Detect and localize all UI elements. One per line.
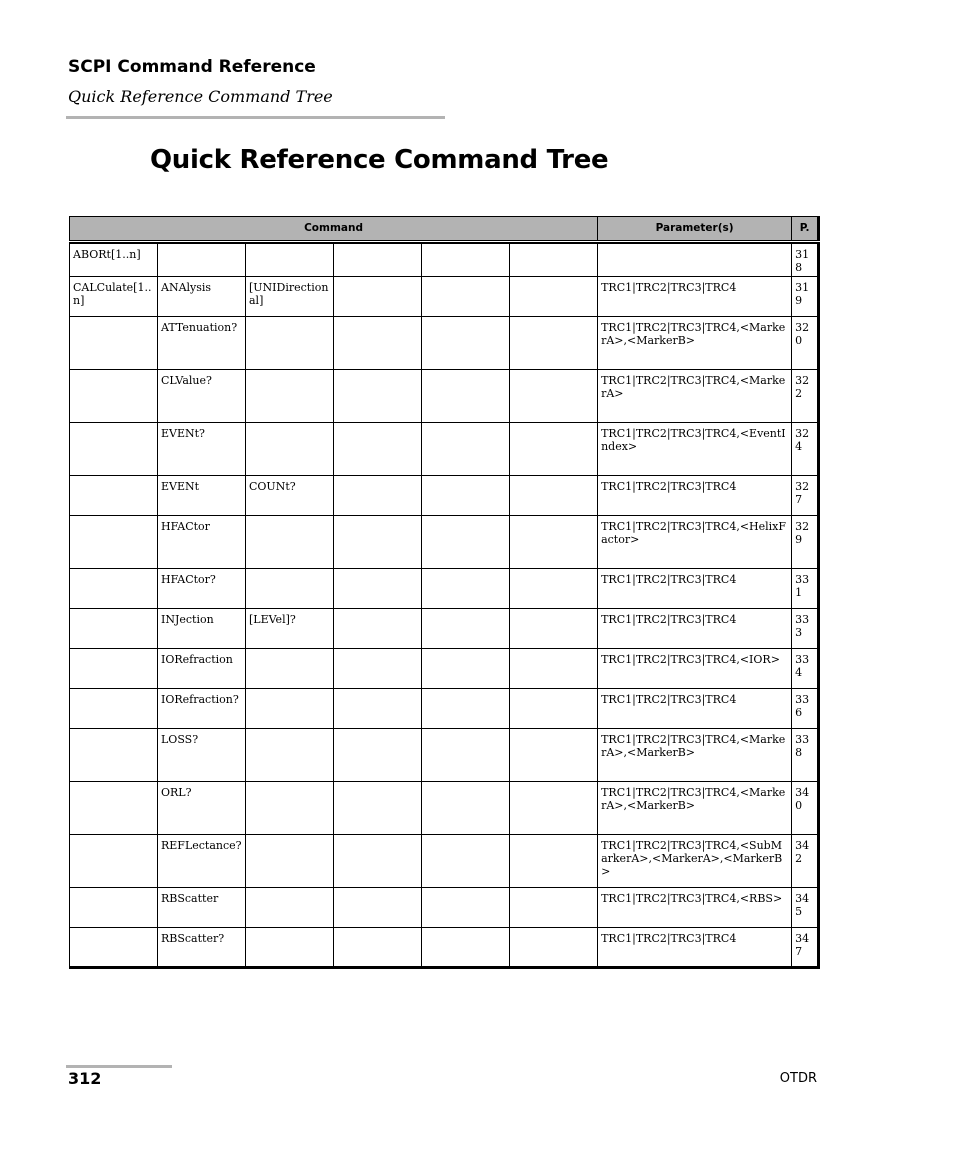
table-row — [70, 476, 819, 516]
command-level-2: ORL? — [158, 782, 246, 835]
command-level-1: ABORt[1..n] — [70, 244, 158, 277]
parameters-cell — [598, 244, 792, 277]
page-ref-cell: 331 — [792, 569, 819, 609]
page-ref-cell: 342 — [792, 835, 819, 888]
command-level-5 — [422, 476, 510, 516]
command-level-2: HFACtor — [158, 516, 246, 569]
table-row — [70, 609, 819, 649]
page-ref-cell: 345 — [792, 888, 819, 928]
page-ref-cell: 333 — [792, 609, 819, 649]
command-level-1 — [70, 782, 158, 835]
parameters-cell: TRC1|TRC2|TRC3|TRC4 — [598, 689, 792, 729]
command-level-2: LOSS? — [158, 729, 246, 782]
parameters-cell: TRC1|TRC2|TRC3|TRC4,<EventIndex> — [598, 423, 792, 476]
page-ref-cell: 347 — [792, 928, 819, 968]
table-row — [70, 888, 819, 928]
command-level-1 — [70, 317, 158, 370]
parameters-cell: TRC1|TRC2|TRC3|TRC4 — [598, 928, 792, 968]
command-level-3 — [246, 423, 334, 476]
page-ref-cell: 319 — [792, 277, 819, 317]
command-level-3 — [246, 569, 334, 609]
table-row — [70, 423, 819, 476]
command-level-3 — [246, 370, 334, 423]
command-level-6 — [510, 277, 598, 317]
command-level-3: [LEVel]? — [246, 609, 334, 649]
command-level-4 — [334, 609, 422, 649]
command-level-2: RBScatter? — [158, 928, 246, 968]
command-level-1 — [70, 689, 158, 729]
command-level-4 — [334, 516, 422, 569]
command-level-3 — [246, 729, 334, 782]
parameters-cell: TRC1|TRC2|TRC3|TRC4,<RBS> — [598, 888, 792, 928]
command-level-2: INJection — [158, 609, 246, 649]
document-name: OTDR — [779, 1071, 817, 1086]
command-level-6 — [510, 423, 598, 476]
command-tree-table — [69, 216, 820, 969]
table-body — [70, 244, 819, 968]
table-row — [70, 689, 819, 729]
header-parameters: Parameter(s) — [598, 217, 792, 242]
page-ref-cell: 336 — [792, 689, 819, 729]
command-level-4 — [334, 835, 422, 888]
command-level-5 — [422, 609, 510, 649]
parameters-cell: TRC1|TRC2|TRC3|TRC4 — [598, 277, 792, 317]
table-row — [70, 649, 819, 689]
page-ref-cell: 322 — [792, 370, 819, 423]
parameters-cell: TRC1|TRC2|TRC3|TRC4 — [598, 569, 792, 609]
command-level-6 — [510, 609, 598, 649]
page-ref-cell: 340 — [792, 782, 819, 835]
table-row — [70, 835, 819, 888]
command-level-2: HFACtor? — [158, 569, 246, 609]
page-ref-cell: 338 — [792, 729, 819, 782]
command-level-5 — [422, 782, 510, 835]
command-level-5 — [422, 423, 510, 476]
command-level-4 — [334, 888, 422, 928]
page-ref-cell: 320 — [792, 317, 819, 370]
page-ref-cell: 318 — [792, 244, 819, 277]
command-level-5 — [422, 370, 510, 423]
page-ref-cell: 327 — [792, 476, 819, 516]
parameters-cell: TRC1|TRC2|TRC3|TRC4 — [598, 609, 792, 649]
page-title: Quick Reference Command Tree — [150, 145, 609, 175]
command-level-6 — [510, 476, 598, 516]
command-level-1: CALCulate[1..n] — [70, 277, 158, 317]
command-level-1 — [70, 609, 158, 649]
command-level-3 — [246, 782, 334, 835]
command-level-2: IORefraction — [158, 649, 246, 689]
command-level-5 — [422, 277, 510, 317]
parameters-cell: TRC1|TRC2|TRC3|TRC4 — [598, 476, 792, 516]
command-level-5 — [422, 649, 510, 689]
command-level-3 — [246, 928, 334, 968]
parameters-cell: TRC1|TRC2|TRC3|TRC4,<MarkerA>,<MarkerB> — [598, 729, 792, 782]
command-level-1 — [70, 476, 158, 516]
table-row — [70, 569, 819, 609]
command-level-6 — [510, 649, 598, 689]
page-ref-cell: 329 — [792, 516, 819, 569]
command-level-6 — [510, 729, 598, 782]
command-level-6 — [510, 244, 598, 277]
command-level-3: COUNt? — [246, 476, 334, 516]
parameters-cell: TRC1|TRC2|TRC3|TRC4,<MarkerA>,<MarkerB> — [598, 317, 792, 370]
table-row — [70, 729, 819, 782]
command-level-4 — [334, 370, 422, 423]
command-level-4 — [334, 317, 422, 370]
command-level-3 — [246, 244, 334, 277]
command-level-2: ANAlysis — [158, 277, 246, 317]
command-level-2: EVENt? — [158, 423, 246, 476]
table-row — [70, 370, 819, 423]
command-level-2: RBScatter — [158, 888, 246, 928]
command-level-4 — [334, 729, 422, 782]
command-level-1 — [70, 729, 158, 782]
command-level-5 — [422, 689, 510, 729]
command-level-4 — [334, 569, 422, 609]
command-level-6 — [510, 928, 598, 968]
command-level-2 — [158, 244, 246, 277]
command-level-5 — [422, 569, 510, 609]
command-level-4 — [334, 782, 422, 835]
command-level-1 — [70, 516, 158, 569]
command-level-5 — [422, 244, 510, 277]
command-level-3 — [246, 516, 334, 569]
command-level-4 — [334, 476, 422, 516]
command-level-6 — [510, 888, 598, 928]
command-level-2: IORefraction? — [158, 689, 246, 729]
parameters-cell: TRC1|TRC2|TRC3|TRC4,<MarkerA>,<MarkerB> — [598, 782, 792, 835]
command-level-5 — [422, 729, 510, 782]
command-level-3 — [246, 689, 334, 729]
header-divider — [66, 116, 445, 119]
command-level-1 — [70, 888, 158, 928]
table-header-row — [70, 217, 819, 242]
footer-divider — [66, 1065, 172, 1068]
command-level-1 — [70, 370, 158, 423]
command-level-5 — [422, 888, 510, 928]
command-level-4 — [334, 689, 422, 729]
command-level-5 — [422, 928, 510, 968]
table-row — [70, 928, 819, 968]
subsection-title: Quick Reference Command Tree — [68, 87, 333, 106]
command-level-4 — [334, 277, 422, 317]
command-level-6 — [510, 689, 598, 729]
table-row — [70, 317, 819, 370]
command-level-6 — [510, 782, 598, 835]
command-level-1 — [70, 928, 158, 968]
command-level-6 — [510, 835, 598, 888]
command-level-3: [UNIDirectional] — [246, 277, 334, 317]
command-level-2: EVENt — [158, 476, 246, 516]
command-level-6 — [510, 516, 598, 569]
page-number: 312 — [68, 1069, 102, 1088]
command-level-4 — [334, 928, 422, 968]
command-level-4 — [334, 423, 422, 476]
command-level-6 — [510, 317, 598, 370]
command-level-5 — [422, 317, 510, 370]
parameters-cell: TRC1|TRC2|TRC3|TRC4,<SubMarkerA>,<MarkerA>,<MarkerB> — [598, 835, 792, 888]
command-level-4 — [334, 244, 422, 277]
command-level-6 — [510, 370, 598, 423]
command-level-2: REFLectance? — [158, 835, 246, 888]
command-level-3 — [246, 317, 334, 370]
command-level-5 — [422, 835, 510, 888]
parameters-cell: TRC1|TRC2|TRC3|TRC4,<IOR> — [598, 649, 792, 689]
command-level-1 — [70, 569, 158, 609]
page-ref-cell: 324 — [792, 423, 819, 476]
command-level-2: ATTenuation? — [158, 317, 246, 370]
header-page: P. — [792, 217, 819, 242]
command-level-6 — [510, 569, 598, 609]
header-command: Command — [70, 217, 598, 242]
command-level-4 — [334, 649, 422, 689]
command-level-3 — [246, 888, 334, 928]
command-level-1 — [70, 835, 158, 888]
command-level-1 — [70, 423, 158, 476]
table-row — [70, 244, 819, 277]
table-row — [70, 782, 819, 835]
table-row — [70, 277, 819, 317]
section-title: SCPI Command Reference — [68, 57, 316, 77]
parameters-cell: TRC1|TRC2|TRC3|TRC4,<MarkerA> — [598, 370, 792, 423]
command-level-5 — [422, 516, 510, 569]
parameters-cell: TRC1|TRC2|TRC3|TRC4,<HelixFactor> — [598, 516, 792, 569]
command-level-3 — [246, 835, 334, 888]
table-row — [70, 516, 819, 569]
page-ref-cell: 334 — [792, 649, 819, 689]
command-level-1 — [70, 649, 158, 689]
command-level-2: CLValue? — [158, 370, 246, 423]
command-level-3 — [246, 649, 334, 689]
